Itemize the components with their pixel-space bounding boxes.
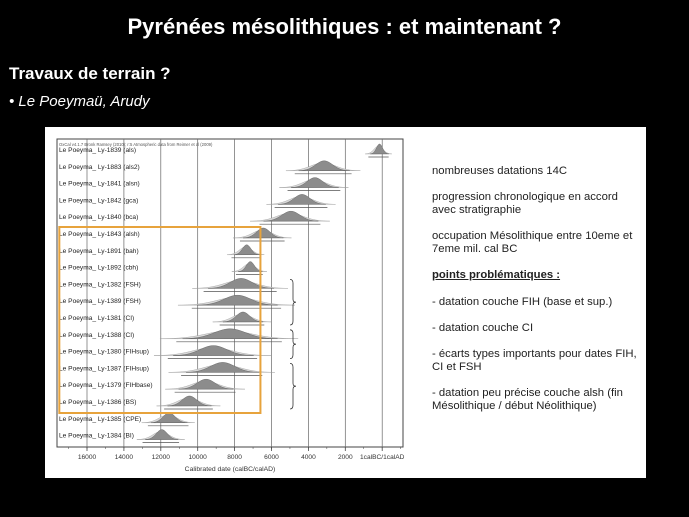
series-label: Le Poeyma_ Ly-1389 (FSH)	[59, 298, 141, 306]
x-tick-label: 14000	[114, 454, 134, 461]
series-label: Le Poeyma_ Ly-1385 (CPE)	[59, 415, 142, 423]
slide-subtitle: Travaux de terrain ?	[9, 64, 171, 83]
series-label: Le Poeyma_ Ly-1839 (als)	[59, 147, 137, 154]
x-tick-label: 1calBC/1calAD	[360, 454, 405, 461]
x-tick-label: 6000	[264, 454, 279, 461]
series-label: Le Poeyma_ Ly-1382 (FSH)	[59, 281, 141, 289]
note-2: progression chronologique en accord avec stratigraphie	[432, 191, 618, 216]
radiocarbon-chart	[45, 127, 411, 478]
series-label: Le Poeyma_ Ly-1891 (bah)	[59, 247, 139, 255]
note-5: - datation couche FIH (base et sup.)	[432, 296, 613, 308]
series-label: Le Poeyma_ Ly-1842 (gca)	[59, 197, 139, 205]
x-tick-label: 12000	[151, 454, 170, 461]
series-label: Le Poeyma_ Ly-1840 (bca)	[59, 214, 139, 222]
series-label: Le Poeyma_ Ly-1883 (als2)	[59, 163, 140, 171]
series-label: Le Poeyma_ Ly-1841 (alsn)	[59, 180, 140, 188]
series-label: Le Poeyma_ Ly-1384 (BI)	[59, 432, 134, 440]
x-axis-label: Calibrated date (calBC/calAD)	[184, 466, 276, 473]
series-label: Le Poeyma_ Ly-1387 (FIHsup)	[59, 365, 149, 373]
x-tick-label: 8000	[227, 454, 242, 461]
note-heading: points problématiques :	[432, 269, 561, 281]
series-label: Le Poeyma_ Ly-1843 (alsh)	[59, 231, 140, 238]
note-8: - datation peu précise couche alsh (fin Mésolithique / début Néolithique)	[432, 387, 623, 412]
note-6: - datation couche CI	[432, 322, 534, 334]
note-7: - écarts types importants pour dates FIH, CI et FSH	[432, 348, 637, 373]
site-bullet: • Le Poeymaü, Arudy	[9, 93, 150, 110]
series-label: Le Poeyma_ Ly-1381 (CI)	[59, 315, 135, 322]
note-1: nombreuses datations 14C	[432, 165, 568, 177]
slide-title: Pyrénées mésolithiques : et maintenant ?	[127, 14, 562, 39]
series-label: Le Poeyma_ Ly-1388 (CI)	[59, 331, 135, 339]
series-label: Le Poeyma_ Ly-1380 (FIHsup)	[59, 348, 149, 356]
notes-text	[432, 165, 642, 426]
x-tick-label: 16000	[77, 454, 97, 461]
x-tick-label: 2000	[337, 454, 353, 461]
content-panel	[45, 127, 646, 478]
series-label: Le Poeyma_ Ly-1379 (FIHbase)	[59, 382, 153, 390]
x-tick-label: 4000	[301, 454, 316, 461]
chart-header: OxCal v4.1.7 Bronk Ramsey (2010); r:5 Atmospheric data from Reimer et al (2009)	[59, 142, 213, 147]
series-label: Le Poeyma_ Ly-1892 (cbh)	[59, 264, 139, 272]
note-3: occupation Mésolithique entre 10eme et 7eme mil. cal BC	[432, 230, 633, 255]
series-label: Le Poeyma_ Ly-1386 (BS)	[59, 399, 137, 406]
x-tick-label: 10000	[188, 454, 207, 461]
